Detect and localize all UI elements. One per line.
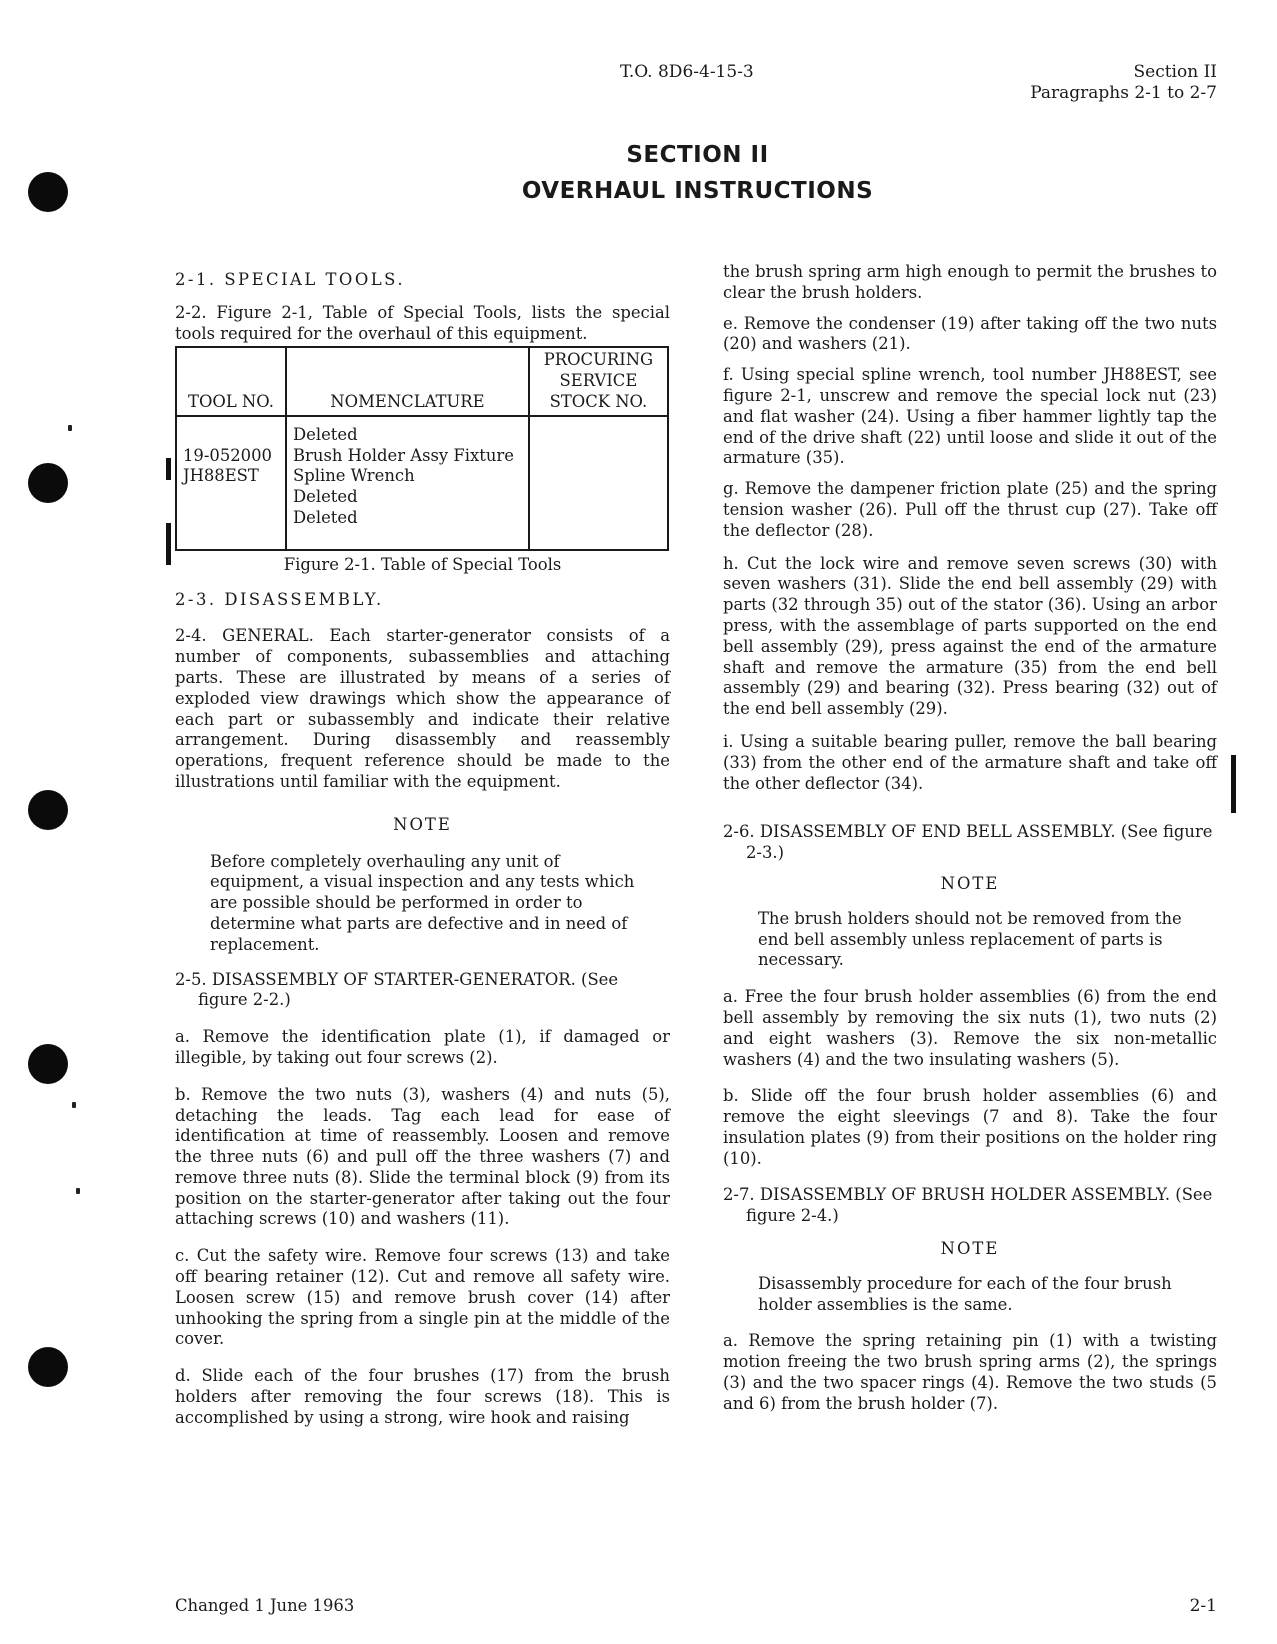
step-d-continued: the brush spring arm high enough to permit the brushes to clear the brush holders.	[723, 262, 1217, 302]
step-a-brush-holder: a. Remove the spring retaining pin (1) with a twisting motion freeing the two brush spring arms (2), the springs (3) and the two spacer rings (4). Remove the two studs (5 and 6) from the brush holder (7).	[723, 1331, 1217, 1413]
col-tool-no: TOOL NO.	[176, 347, 286, 415]
section-reference	[1030, 62, 1217, 104]
right-column	[723, 262, 1217, 1415]
nomenclature-item: Deleted	[293, 487, 358, 507]
section-label: Section II	[1133, 62, 1217, 82]
step-f: f. Using special spline wrench, tool number JH88EST, see figure 2-1, unscrew and remove the special lock nut (23) and flat washer (24). Using a fiber hammer lightly tap the end of the drive shaft (22) until loose and slide it out of the armature (35).	[723, 365, 1217, 468]
step-i: i. Using a suitable bearing puller, remove the ball bearing (33) from the other end of the armature shaft and take off the other deflector (34).	[723, 731, 1217, 793]
step-c: c. Cut the safety wire. Remove four screws (13) and take off bearing retainer (12). Cut and remove all safety wire. Loosen screw (15) and remove brush cover (14) after unhooking the spring from a single pin at the middle of the cover.	[175, 1246, 670, 1349]
scan-mark	[72, 1102, 76, 1108]
step-d: d. Slide each of the four brushes (17) from the brush holders after removing the four screws (18). This is accomplished by using a strong, wire hook and raising	[175, 1366, 670, 1427]
left-column	[175, 270, 670, 1429]
note-title: NOTE	[940, 1239, 1000, 1259]
binder-hole-lower	[28, 1044, 68, 1084]
step-b-end-bell: b. Slide off the four brush holder assemblies (6) and remove the eight sleevings (7 and 8). Take the four insulation plates (9) from their positions on the holder ring (10).	[723, 1086, 1217, 1168]
col-stock-no: PROCURING SERVICE STOCK NO.	[529, 347, 668, 415]
heading-disassembly-starter-generator: 2-5. DISASSEMBLY OF STARTER-GENERATOR. (See figure 2-2.)	[175, 969, 619, 1010]
note-title: NOTE	[940, 873, 1000, 893]
change-bar	[166, 458, 171, 480]
scan-mark	[76, 1188, 80, 1194]
step-e: e. Remove the condenser (19) after taking off the two nuts (20) and washers (21).	[723, 313, 1217, 354]
heading-disassembly: 2-3. DISASSEMBLY.	[175, 589, 384, 609]
section-subtitle: OVERHAUL INSTRUCTIONS	[521, 178, 874, 204]
col-nomenclature: NOMENCLATURE	[286, 347, 529, 415]
step-a-end-bell: a. Free the four brush holder assemblies (6) from the end bell assembly by removing the six nuts (1), two nuts (2) and eight washers (3). Remove the six non-metallic washers (4) and the two insulating washers (5).	[723, 987, 1217, 1069]
note-title: NOTE	[393, 814, 452, 834]
binder-hole-middle	[28, 790, 68, 830]
step-g: g. Remove the dampener friction plate (25) and the spring tension washer (26). Pull off the thrust cup (27). Take off the deflector (28).	[723, 479, 1217, 540]
page-number: 2-1	[1189, 1596, 1217, 1616]
scan-mark	[68, 425, 72, 431]
table-header-row	[176, 347, 668, 415]
nomenclature-item: Brush Holder Assy Fixture	[293, 445, 514, 465]
nomenclature-item: Deleted	[293, 507, 358, 527]
note-body: The brush holders should not be removed from the end bell assembly unless replacement of parts is necessary.	[758, 908, 1182, 970]
table-row	[176, 416, 668, 550]
change-bar	[1231, 755, 1236, 813]
heading-special-tools: 2-1. SPECIAL TOOLS.	[175, 270, 406, 289]
note-body: Disassembly procedure for each of the four brush holder assemblies is the same.	[758, 1273, 1172, 1314]
nomenclature-item: Deleted	[293, 424, 358, 444]
tool-no: 19-052000	[183, 445, 272, 465]
paragraph-2-2: 2-2. Figure 2-1, Table of Special Tools, lists the special tools required for the overhaul of this equipment.	[175, 302, 670, 343]
section-title: SECTION II	[626, 142, 769, 168]
step-h: h. Cut the lock wire and remove seven screws (30) with seven washers (31). Slide the end bell assembly (29) with parts (32 through 35) out of the stator (36). Using an arbor press, with the assemblage of parts supported on the end bell assembly (29), press against the end of the armature shaft and remove the armature (35) from the end bell assembly (29) and bearing (32). Press bearing (32) out of the end bell assembly (29).	[723, 553, 1217, 719]
document-number: T.O. 8D6-4-15-3	[620, 62, 754, 82]
paragraph-range: Paragraphs 2-1 to 2-7	[1030, 83, 1217, 103]
heading-disassembly-brush-holder: 2-7. DISASSEMBLY OF BRUSH HOLDER ASSEMBLY. (See figure 2-4.)	[723, 1185, 1213, 1226]
tool-no-cell	[176, 416, 286, 550]
special-tools-table	[175, 346, 669, 550]
note-body: Before completely overhauling any unit of equipment, a visual inspection and any tests which are possible should be performed in order to determine what parts are defective and in need of replacement.	[210, 851, 635, 954]
heading-disassembly-end-bell: 2-6. DISASSEMBLY OF END BELL ASSEMBLY. (See figure 2-3.)	[723, 822, 1213, 863]
step-b: b. Remove the two nuts (3), washers (4) and nuts (5), detaching the leads. Tag each lead for ease of identification at time of reassembly. Loosen and remove the three nuts (6) and pull off the three washers (7) and remove three nuts (8). Slide the terminal block (9) from its position on the starter-generator after taking out the four attaching screws (10) and washers (11).	[175, 1084, 670, 1229]
binder-hole-upper	[28, 463, 68, 503]
nomenclature-cell	[286, 416, 529, 550]
tool-no: JH88EST	[183, 466, 259, 486]
paragraph-2-4: 2-4. GENERAL. Each starter-generator consists of a number of components, subassemblies and attaching parts. These are illustrated by means of a series of exploded view drawings which show the appearance of each part or subassembly and indicate their relative arrangement. During disassembly and reassembly operations, frequent reference should be made to the illustrations until familiar with the equipment.	[175, 626, 670, 791]
stock-no-cell	[529, 416, 668, 550]
figure-caption: Figure 2-1. Table of Special Tools	[283, 554, 562, 574]
change-date: Changed 1 June 1963	[175, 1596, 355, 1615]
binder-hole-bottom	[28, 1347, 68, 1387]
step-a: a. Remove the identification plate (1), if damaged or illegible, by taking out four screws (2).	[175, 1027, 670, 1067]
change-bar	[166, 523, 171, 565]
nomenclature-item: Spline Wrench	[293, 466, 415, 486]
